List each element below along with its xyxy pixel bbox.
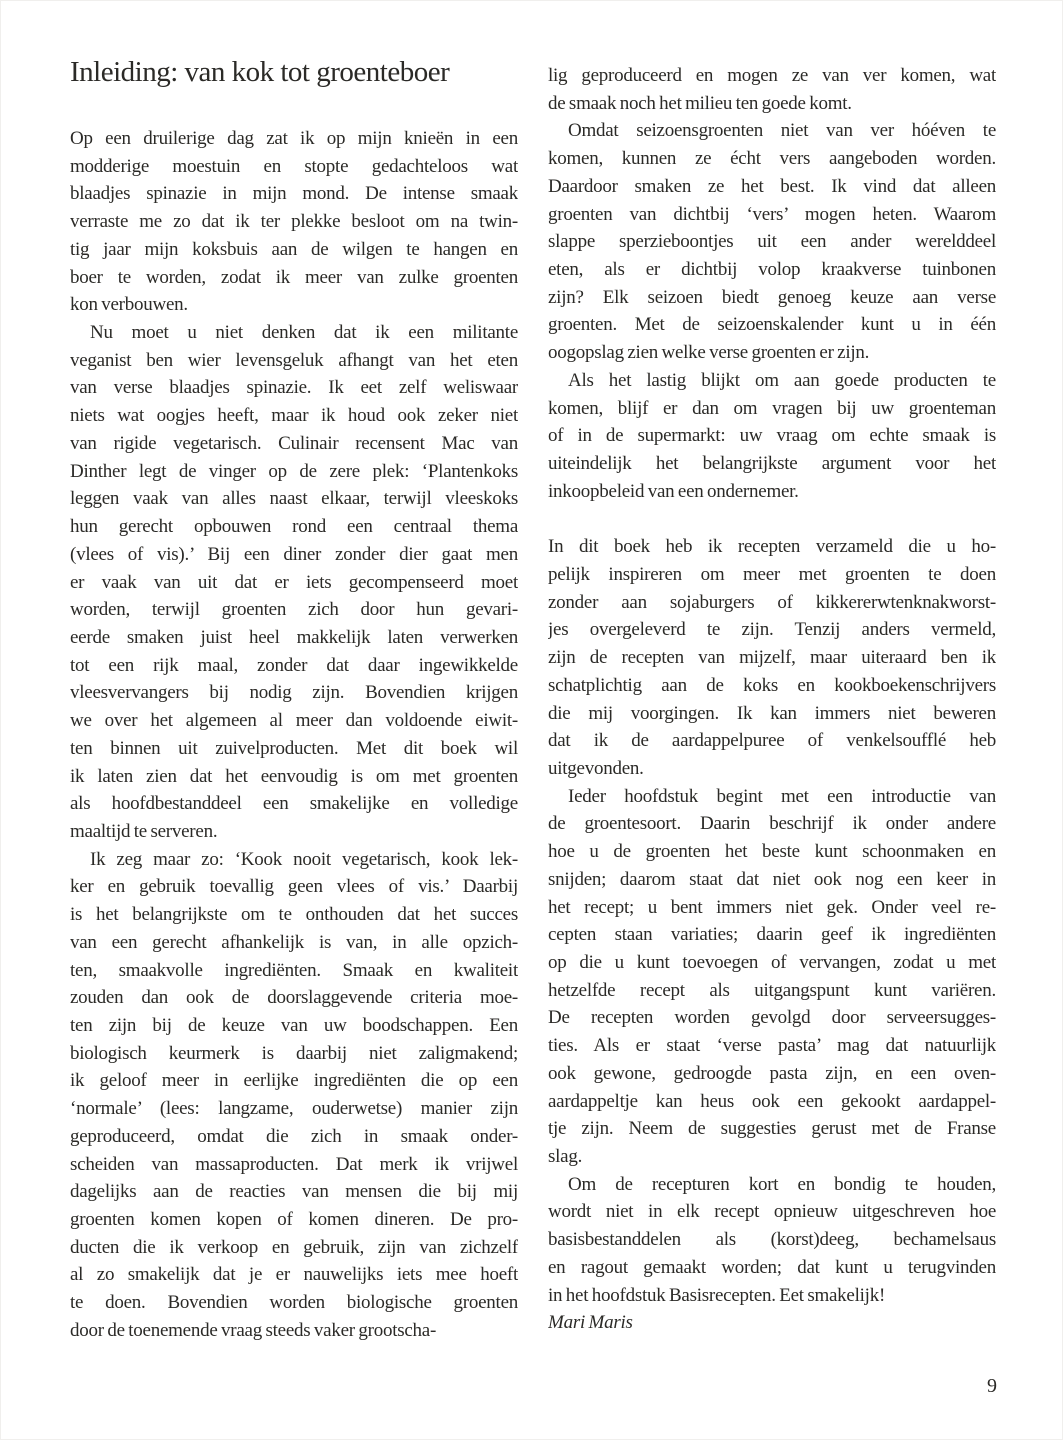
text-line: tot een rijk maal, zonder dat daar ingewikkelde: [70, 654, 518, 676]
text-line: scheiden van massaproducten. Dat merk ik vrijwel: [70, 1153, 518, 1175]
text-line: groenten komen kopen of komen dineren. De pro-: [70, 1209, 518, 1231]
text-line: van verse blaadjes spinazie. Ik eet zelf weliswaar: [70, 377, 518, 399]
text-line: als hoofdbestanddeel een smakelijke en volledige: [70, 793, 518, 815]
text-line: slag.: [548, 1146, 583, 1168]
text-line: door de toenemende vraag steeds vaker grootscha-: [70, 1319, 437, 1341]
text-line: ties. Als er staat ‘verse pasta’ mag dat natuurlijk: [548, 1035, 996, 1057]
paragraph: [548, 1171, 996, 1310]
text-line: en ragout gemaakt worden; dat kunt u terugvinden: [548, 1256, 996, 1278]
text-line: blaadjes spinazie in mijn mond. De intense smaak: [70, 183, 518, 205]
text-line: het recept; u bent immers niet gek. Onder veel re-: [548, 896, 996, 918]
text-line: ‘normale’ (lees: langzame, ouderwetse) manier zijn: [70, 1098, 518, 1120]
text-line: veganist ben wier levensgeluk afhangt van het eten: [70, 349, 518, 371]
text-line: verraste me zo dat ik ter plekke besloot om na twin-: [70, 211, 518, 233]
text-line: ten, smaakvolle ingrediënten. Smaak en kwaliteit: [70, 959, 518, 981]
text-line: wordt niet in elk recept opnieuw uitgeschreven hoe: [548, 1201, 996, 1223]
text-line: De recepten worden gevolgd door serveersugges-: [548, 1007, 996, 1029]
text-line: of in de supermarkt: uw vraag om echte smaak is: [548, 425, 996, 447]
text-line: ten zijn bij de keuze van uw boodschappen. Een: [70, 1015, 518, 1036]
text-line: in het hoofdstuk Basisrecepten. Eet smakelijk!: [548, 1284, 886, 1306]
text-line: eten, als er dichtbij volop kraakverse tuinbonen: [548, 259, 996, 281]
text-line: Daardoor smaken ze het best. Ik vind dat alleen: [548, 175, 996, 197]
text-line: niets wat oogjes heeft, maar ik houd ook zeker niet: [70, 405, 518, 427]
right-text-column: [548, 62, 996, 1337]
text-line: ducten die ik verkoop en gebruik, zijn van zichzelf: [70, 1236, 518, 1258]
text-line: modderige moestuin en stopte gedachteloos wat: [70, 155, 518, 177]
text-line: (vlees of vis).’ Bij een diner zonder dier gaat men: [70, 543, 518, 565]
paragraph: [548, 367, 996, 506]
text-line: zouden dan ook de doorslaggevende criteria moe-: [70, 987, 518, 1009]
text-line: Nu moet u niet denken dat ik een militante: [90, 322, 518, 344]
text-line: te doen. Bovendien worden biologische groenten: [70, 1292, 518, 1314]
text-line: basisbestanddelen als (korst)deeg, bechamelsaus: [548, 1229, 996, 1251]
text-line: die mij voorgingen. Ik kan immers niet beweren: [548, 702, 996, 724]
text-line: biologisch keurmerk is daarbij niet zaligmakend;: [70, 1042, 518, 1064]
text-line: snijden; daarom staat dat niet ook nog een keer in: [548, 868, 996, 890]
text-line: er vaak van uit dat er iets gecompenseerd moet: [70, 571, 518, 593]
text-line: geproduceerd, omdat die zich in smaak onder-: [70, 1125, 518, 1147]
text-line: ker en gebruik toevallig geen vlees of vis.’ Daarbij: [70, 876, 518, 898]
text-line: aardappeltje kan heus ook een gekookt aardappel-: [548, 1090, 996, 1112]
text-line: van een gerecht afhankelijk is van, in alle opzich-: [70, 931, 518, 953]
text-line: van rigide vegetarisch. Culinair recensent Mac van: [70, 432, 518, 454]
text-line: zijn de recepten van mijzelf, maar uiteraard ben ik: [548, 647, 996, 669]
text-line: Om de recepturen kort en bondig te houden,: [568, 1173, 996, 1195]
text-line: ik laten zien dat het eenvoudig is om met groenten: [70, 765, 518, 787]
text-line: In dit boek heb ik recepten verzameld die u ho-: [548, 536, 996, 558]
text-line: de groentesoort. Daarin beschrijf ik onder andere: [548, 813, 996, 835]
text-line: eerde smaken juist heel makkelijk laten verwerken: [70, 626, 518, 648]
text-line: groenten van dichtbij ‘vers’ mogen heten. Waarom: [548, 203, 996, 225]
text-line: vleesvervangers bij nodig zijn. Bovendien krijgen: [70, 682, 518, 704]
text-line: uiteindelijk het belangrijkste argument voor het: [548, 453, 996, 475]
text-line: dagelijks aan de reacties van mensen die bij mij: [70, 1181, 518, 1203]
paragraph: [548, 1309, 996, 1337]
text-line: Op een druilerige dag zat ik op mijn knieën in een: [70, 128, 518, 149]
text-line: inkoopbeleid van een ondernemer.: [548, 480, 799, 502]
text-line: leggen vaak van alles naast elkaar, terwijl vleeskoks: [70, 488, 518, 510]
paragraph: [548, 62, 996, 117]
text-line: hun gerecht opbouwen rond een centraal thema: [70, 516, 518, 538]
text-line: we over het algemeen al meer dan voldoende eiwit-: [70, 710, 518, 732]
text-line: Dinther legt de vinger op de zere plek: ‘Plantenkoks: [70, 460, 518, 482]
text-line: worden, terwijl groenten zich door hun gevari-: [70, 599, 518, 621]
text-line: komen, blijf er dan om vragen bij uw groenteman: [548, 397, 996, 419]
text-line: slappe sperzieboontjes uit een ander werelddeel: [548, 231, 996, 253]
text-line: uitgevonden.: [548, 757, 644, 779]
page-number: 9: [987, 1375, 997, 1397]
text-line: ook gewone, gedroogde pasta zijn, en een oven-: [548, 1062, 996, 1084]
text-line: hetzelfde recept als uitgangspunt kunt variëren.: [548, 979, 996, 1001]
paragraph: [548, 533, 996, 782]
paragraph: [70, 125, 518, 319]
text-line: jes overgeleverd te zijn. Tenzij anders vermeld,: [548, 619, 996, 641]
text-line: schatplichtig aan de koks en kookboekenschrijvers: [548, 674, 996, 696]
text-line: dat ik de aardappelpuree of venkelsoufflé heb: [548, 730, 996, 752]
text-line: Ieder hoofdstuk begint met een introductie van: [568, 785, 996, 807]
text-line: hoe u de groenten het beste kunt schoonmaken en: [548, 841, 996, 863]
chapter-title: Inleiding: van kok tot groenteboer: [70, 56, 450, 88]
text-line: cepten staan variaties; daarin geef ik ingrediënten: [548, 924, 996, 946]
text-line: ik geloof meer in eerlijke ingrediënten die op een: [70, 1070, 518, 1092]
text-line: Als het lastig blijkt om aan goede producten te: [568, 369, 996, 391]
text-line: de smaak noch het milieu ten goede komt.: [548, 92, 852, 114]
text-line: pelijk inspireren om meer met groenten te doen: [548, 563, 996, 585]
text-line: maaltijd te serveren.: [70, 820, 218, 842]
text-line: groenten. Met de seizoenskalender kunt u in één: [548, 314, 996, 336]
text-line: oogopslag zien welke verse groenten er zijn.: [548, 342, 870, 364]
text-line: kon verbouwen.: [70, 294, 188, 316]
paragraph: [548, 783, 996, 1171]
text-line: Mari Maris: [548, 1312, 633, 1334]
text-line: Ik zeg maar zo: ‘Kook nooit vegetarisch, kook lek-: [90, 848, 518, 870]
text-line: ten binnen uit zuivelproducten. Met dit boek wil: [70, 737, 518, 759]
text-line: zonder aan sojaburgers of kikkererwtenknakworst-: [548, 591, 996, 613]
paragraph: [548, 117, 996, 366]
text-line: boer te worden, zodat ik meer van zulke groenten: [70, 266, 518, 288]
text-line: Omdat seizoensgroenten niet van ver hóéven te: [568, 120, 996, 142]
text-line: lig geproduceerd en mogen ze van ver komen, wat: [548, 65, 996, 86]
paragraph: [70, 846, 518, 1345]
left-text-column: [70, 125, 518, 1345]
text-line: al zo smakelijk dat je er nauwelijks iets mee hoeft: [70, 1264, 518, 1286]
text-line: komen, kunnen ze écht vers aangeboden worden.: [548, 148, 996, 170]
paragraph: [70, 319, 518, 846]
text-line: tig jaar mijn koksbuis aan de wilgen te hangen en: [70, 238, 518, 260]
text-line: is het belangrijkste om te onthouden dat het succes: [70, 904, 518, 926]
text-line: op die u kunt toevoegen of vervangen, zodat u met: [548, 952, 996, 973]
text-line: tje zijn. Neem de suggesties gerust met de Franse: [548, 1118, 996, 1140]
text-line: zijn? Elk seizoen biedt genoeg keuze aan verse: [548, 286, 996, 308]
